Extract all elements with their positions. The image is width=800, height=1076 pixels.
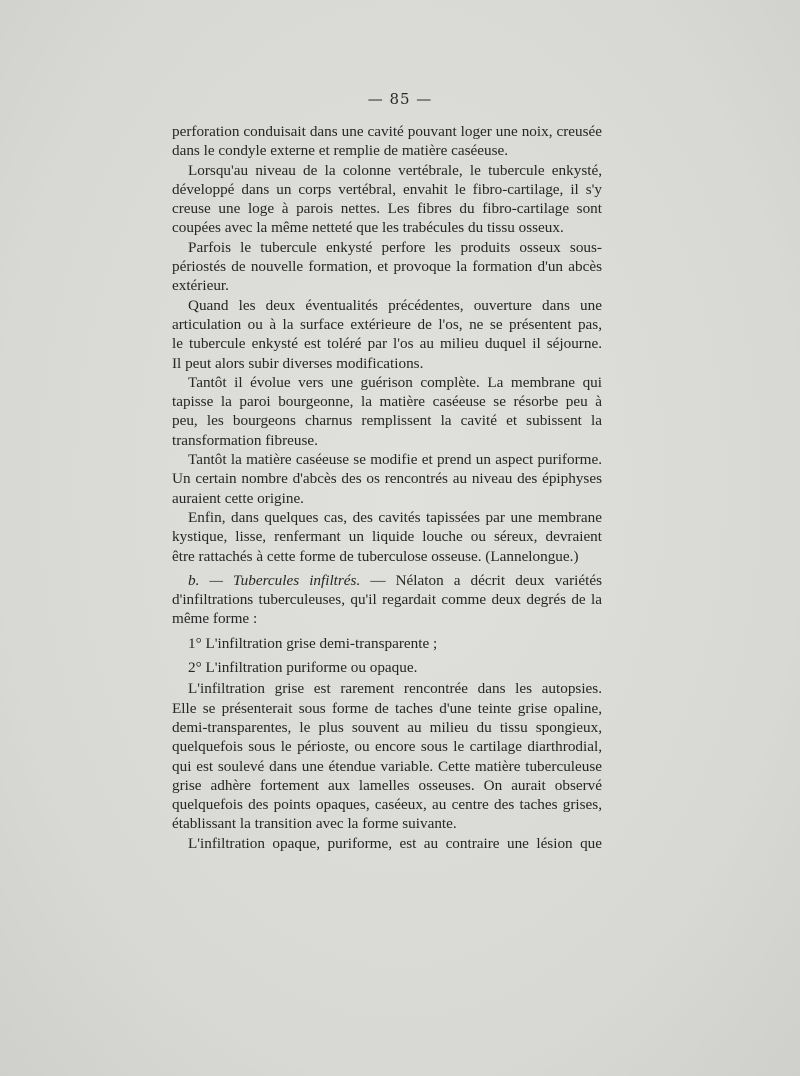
text-line: creuse une loge à parois nettes. Les fibres du fibro-cartilage sont	[172, 200, 602, 218]
text-line: établissant la transition avec la forme suivante.	[172, 815, 457, 833]
text-line: 2° L'infiltration puriforme ou opaque.	[188, 659, 418, 677]
section-heading-rest: — Nélaton a décrit deux variétés	[360, 571, 603, 589]
text-line: Un certain nombre d'abcès des os rencontrés au niveau des épiphyses	[172, 470, 602, 488]
section-label: b. —	[188, 571, 234, 589]
text-line: kystique, lisse, renfermant un liquide louche ou séreux, devraient	[172, 528, 602, 546]
text-line: coupées avec la même netteté que les trabécules du tissu osseux.	[172, 219, 564, 237]
text-line: transformation fibreuse.	[172, 431, 318, 449]
text-line: le tubercule enkysté est toléré par l'os au milieu duquel il séjourne.	[172, 335, 602, 353]
text-line: tapisse la paroi bourgeonne, la matière caséeuse se résorbe peu à	[172, 393, 602, 411]
text-line: Tantôt la matière caséeuse se modifie et prend un aspect puriforme.	[188, 451, 602, 469]
page-number: — 85 —	[367, 90, 433, 108]
text-line: Elle se présenterait sous forme de taches d'une teinte grise opaline,	[172, 699, 602, 717]
text-line: périostés de nouvelle formation, et provoque la formation d'un abcès	[172, 258, 602, 276]
text-line: articulation ou à la surface extérieure de l'os, ne se présentent pas,	[172, 315, 602, 333]
text-line: L'infiltration grise est rarement rencontrée dans les autopsies.	[188, 680, 602, 698]
text-line: auraient cette origine.	[172, 489, 304, 507]
text-line: Tantôt il évolue vers une guérison complète. La membrane qui	[188, 373, 602, 391]
text-line: 1° L'infiltration grise demi-transparente ;	[188, 634, 438, 652]
section-heading-line	[172, 571, 602, 590]
text-line: Enfin, dans quelques cas, des cavités tapissées par une membrane	[188, 508, 602, 526]
text-line: Parfois le tubercule enkysté perfore les produits osseux sous-	[188, 238, 602, 256]
text-line: grise adhère fortement aux lamelles osseuses. On aurait observé	[172, 776, 602, 794]
text-line: perforation conduisait dans une cavité pouvant loger une noix, creusée	[172, 123, 602, 140]
text-line: Il peut alors subir diverses modifications.	[172, 354, 424, 372]
text-line: demi-transparentes, le plus souvent au milieu du tissu spongieux,	[172, 718, 602, 736]
section-heading: Tubercules infiltrés.	[233, 571, 361, 589]
text-line: dans le condyle externe et remplie de matière caséeuse.	[172, 142, 509, 160]
text-line: même forme :	[172, 610, 258, 628]
body-text	[172, 122, 602, 853]
text-line: Quand les deux éventualités précédentes, ouverture dans une	[188, 296, 602, 314]
text-line: quelquefois sous le périoste, ou encore sous le cartilage diarthrodial,	[172, 738, 602, 756]
text-line: d'infiltrations tuberculeuses, qu'il regardait comme deux degrés de la	[172, 591, 602, 609]
text-line: développé dans un corps vertébral, envahit le fibro-cartilage, il s'y	[172, 180, 602, 198]
text-line: être rattachés à cette forme de tuberculose osseuse. (Lannelongue.)	[172, 547, 579, 565]
text-line: extérieur.	[172, 277, 229, 295]
text-line: quelquefois des points opaques, caséeux, au centre des taches grises,	[172, 796, 602, 814]
text-line: peu, les bourgeons charnus remplissent la cavité et subissent la	[172, 412, 602, 430]
text-line: Lorsqu'au niveau de la colonne vertébrale, le tubercule enkysté,	[188, 161, 602, 179]
text-line: qui est soulevé dans une étendue variable. Cette matière tuberculeuse	[172, 757, 602, 775]
text-line: L'infiltration opaque, puriforme, est au contraire une lésion que	[188, 834, 602, 852]
